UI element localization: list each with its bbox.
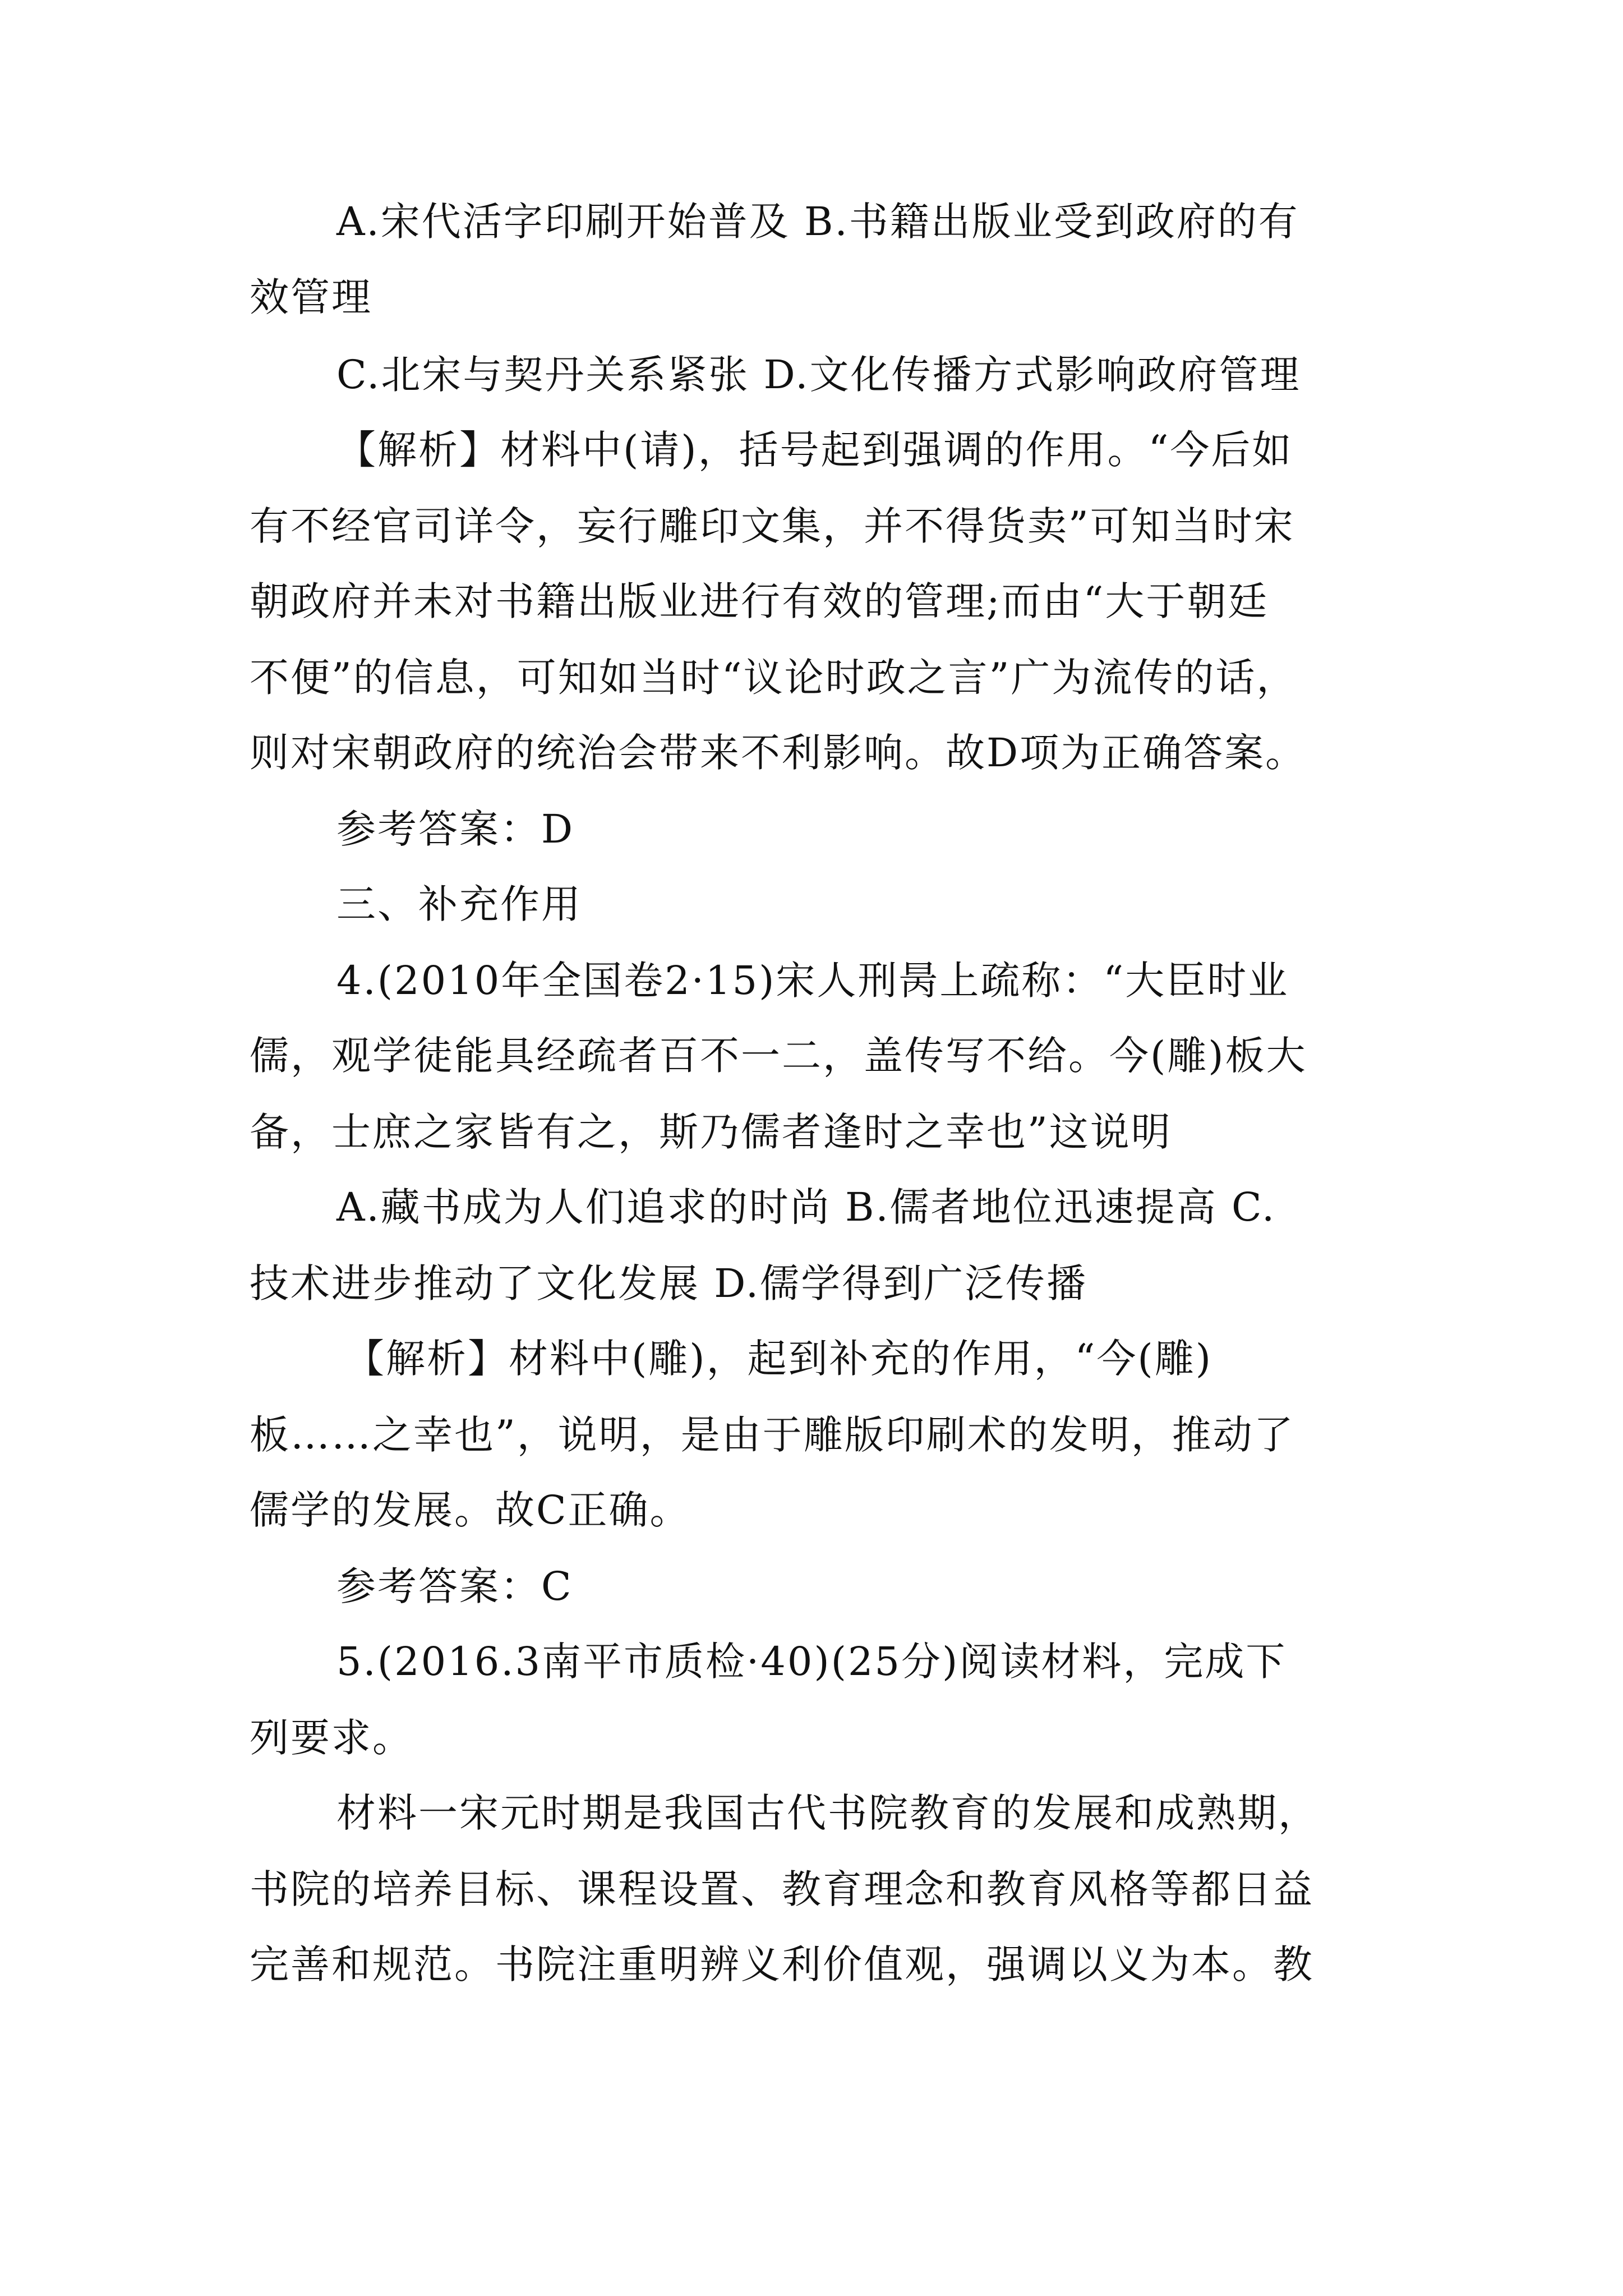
option-line-ab: A.宋代活字印刷开始普及 B.书籍出版业受到政府的有 xyxy=(336,199,1299,245)
answer-line-1: 参考答案：D xyxy=(336,806,575,852)
question-4-line-3: 备，士庶之家皆有之，斯乃儒者逢时之幸也”这说明 xyxy=(250,1109,1172,1155)
question-4-options-2: 技术进步推动了文化发展 D.儒学得到广泛传播 xyxy=(250,1260,1088,1306)
analysis-2-line-3: 儒学的发展。故C正确。 xyxy=(250,1487,691,1533)
analysis-line-1: 【解析】材料中(请)，括号起到强调的作用。“今后如 xyxy=(336,427,1293,473)
question-5-line-2: 列要求。 xyxy=(250,1715,413,1761)
material-1-line-3: 完善和规范。书院注重明辨义利价值观，强调以义为本。教 xyxy=(250,1941,1314,1987)
answer-line-2: 参考答案：C xyxy=(336,1563,573,1609)
analysis-line-5: 则对宋朝政府的统治会带来不利影响。故D项为正确答案。 xyxy=(250,730,1307,776)
question-5-line-1: 5.(2016.3南平市质检·40)(25分)阅读材料，完成下 xyxy=(336,1639,1287,1685)
question-4-line-2: 儒，观学徒能具经疏者百不一二，盖传写不给。今(雕)板大 xyxy=(250,1033,1307,1079)
analysis-line-4: 不便”的信息，可知如当时“议论时政之言”广为流传的话， xyxy=(250,655,1298,701)
analysis-line-3: 朝政府并未对书籍出版业进行有效的管理;而由“大于朝廷 xyxy=(250,578,1269,624)
option-line-cd: C.北宋与契丹关系紧张 D.文化传播方式影响政府管理 xyxy=(336,352,1301,398)
material-1-line-2: 书院的培养目标、课程设置、教育理念和教育风格等都日益 xyxy=(250,1866,1314,1912)
section-heading: 三、补充作用 xyxy=(336,881,582,927)
question-4-options-1: A.藏书成为人们追求的时尚 B.儒者地位迅速提高 C. xyxy=(336,1184,1276,1230)
analysis-2-line-2: 板……之幸也”，说明，是由于雕版印刷术的发明，推动了 xyxy=(250,1412,1295,1458)
question-4-line-1: 4.(2010年全国卷2·15)宋人刑昺上疏称：“大臣时业 xyxy=(336,958,1289,1004)
analysis-2-line-1: 【解析】材料中(雕)，起到补充的作用，“今(雕) xyxy=(345,1336,1213,1382)
option-line-ab-cont: 效管理 xyxy=(250,274,372,320)
material-1-line-1: 材料一宋元时期是我国古代书院教育的发展和成熟期， xyxy=(336,1790,1319,1836)
analysis-line-2: 有不经官司详令，妄行雕印文集，并不得货卖”可知当时宋 xyxy=(250,503,1295,549)
